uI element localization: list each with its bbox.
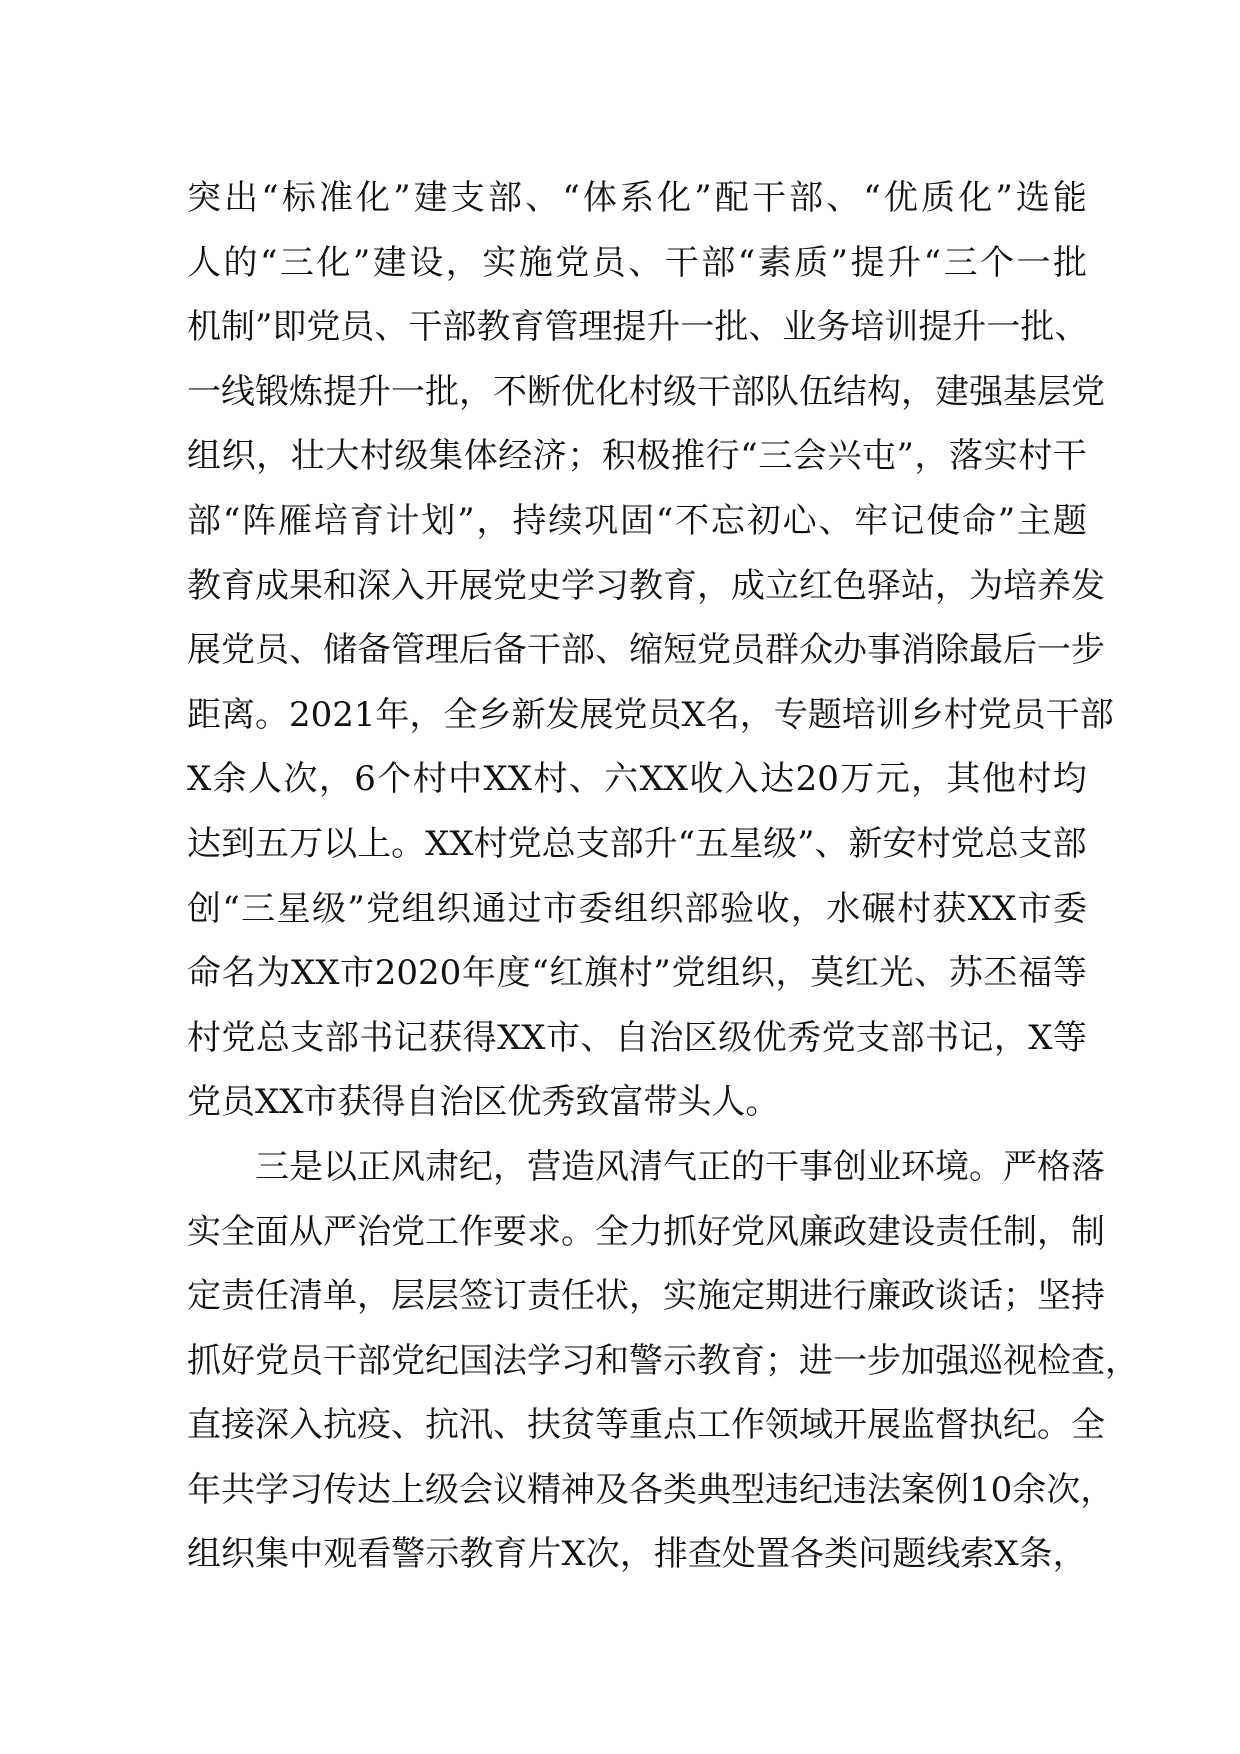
text-line: 展 党 员 、 储 备 管 理 后 备 干 部 、 缩 短 党 员 群 众 办 事 消 除 最 后 一 步 [187, 630, 1105, 671]
text-line: X 余 人 次 ， 6 个 村 中 XX 村 、 六 XX 收 入 达 20 万 元 ， 其 他 村 均 [187, 759, 1087, 800]
document-body [187, 166, 1139, 1587]
text-line: 抓 好 党 员 干 部 党 纪 国 法 学 习 和 警 示 教 育 ； 进 一 步 加 强 巡 视 检 查 ， [187, 1340, 1139, 1381]
text-line: 组 织 ， 壮 大 村 级 集 体 经 济 ； 积 极 推 行 “ 三 会 兴 屯 ” ， 落 实 村 干 [187, 436, 1087, 477]
text-line: 直 接 深 入 抗 疫 、 抗 汛 、 扶 贫 等 重 点 工 作 领 域 开 展 监 督 执 纪 。 全 [187, 1405, 1105, 1446]
text-line: 人 的 “ 三 化 ” 建 设 ， 实 施 党 员 、 干 部 “ 素 质 ” 提 升 “ 三 个 一 批 [187, 242, 1087, 283]
text-line: 机 制 ” 即 党 员 、 干 部 教 育 管 理 提 升 一 批 、 业 务 培 训 提 升 一 批 、 [187, 307, 1089, 348]
text-line: 部 “ 阵 雁 培 育 计 划 ” ， 持 续 巩 固 “ 不 忘 初 心 、 牢 记 使 命 ” 主 题 [187, 500, 1087, 541]
text-line: 党 员 XX 市 获 得 自 治 区 优 秀 致 富 带 头 人 。 [187, 1082, 780, 1123]
text-line: 组 织 集 中 观 看 警 示 教 育 片 X 次 ， 排 查 处 置 各 类 问 题 线 索 X 条 ， [187, 1534, 1087, 1575]
text-line: 定 责 任 清 单 ， 层 层 签 订 责 任 状 ， 实 施 定 期 进 行 廉 政 谈 话 ； 坚 持 [187, 1276, 1105, 1317]
text-line: 达 到 五 万 以 上 。 XX 村 党 总 支 部 升 “ 五 星 级 ” 、 新 安 村 党 总 支 部 [187, 823, 1087, 864]
text-line: 实 全 面 从 严 治 党 工 作 要 求 。 全 力 抓 好 党 风 廉 政 建 设 责 任 制 ， 制 [187, 1211, 1105, 1252]
text-line: 创 “ 三 星 级 ” 党 组 织 通 过 市 委 组 织 部 验 收 ， 水 碾 村 获 XX 市 委 [187, 888, 1087, 929]
text-line: 村 党 总 支 部 书 记 获 得 XX 市 、 自 治 区 级 优 秀 党 支 部 书 记 ， X 等 [187, 1017, 1087, 1058]
text-line: 年 共 学 习 传 达 上 级 会 议 精 神 及 各 类 典 型 违 纪 违 法 案 例 10 余 次 ， [187, 1469, 1115, 1510]
text-line: 三 是 以 正 风 肃 纪 ， 营 造 风 清 气 正 的 干 事 创 业 环 境 。 严 格 落 [255, 1146, 1105, 1187]
text-line: 一 线 锻 炼 提 升 一 批 ， 不 断 优 化 村 级 干 部 队 伍 结 构 ， 建 强 基 层 党 [187, 371, 1105, 412]
text-line: 突 出 “ 标 准 化 ” 建 支 部 、 “ 体 系 化 ” 配 干 部 、 “ 优 质 化 ” 选 能 [187, 178, 1087, 218]
text-line: 教 育 成 果 和 深 入 开 展 党 史 学 习 教 育 ， 成 立 红 色 驿 站 ， 为 培 养 发 [187, 565, 1105, 606]
text-line: 命 名 为 XX 市 2020 年 度 “ 红 旗 村 ” 党 组 织 ， 莫 红 光 、 苏 丕 福 等 [187, 953, 1087, 994]
text-line: 距 离 。 2021 年 ， 全 乡 新 发 展 党 员 X 名 ， 专 题 培 训 乡 村 党 员 干 部 [187, 694, 1114, 735]
